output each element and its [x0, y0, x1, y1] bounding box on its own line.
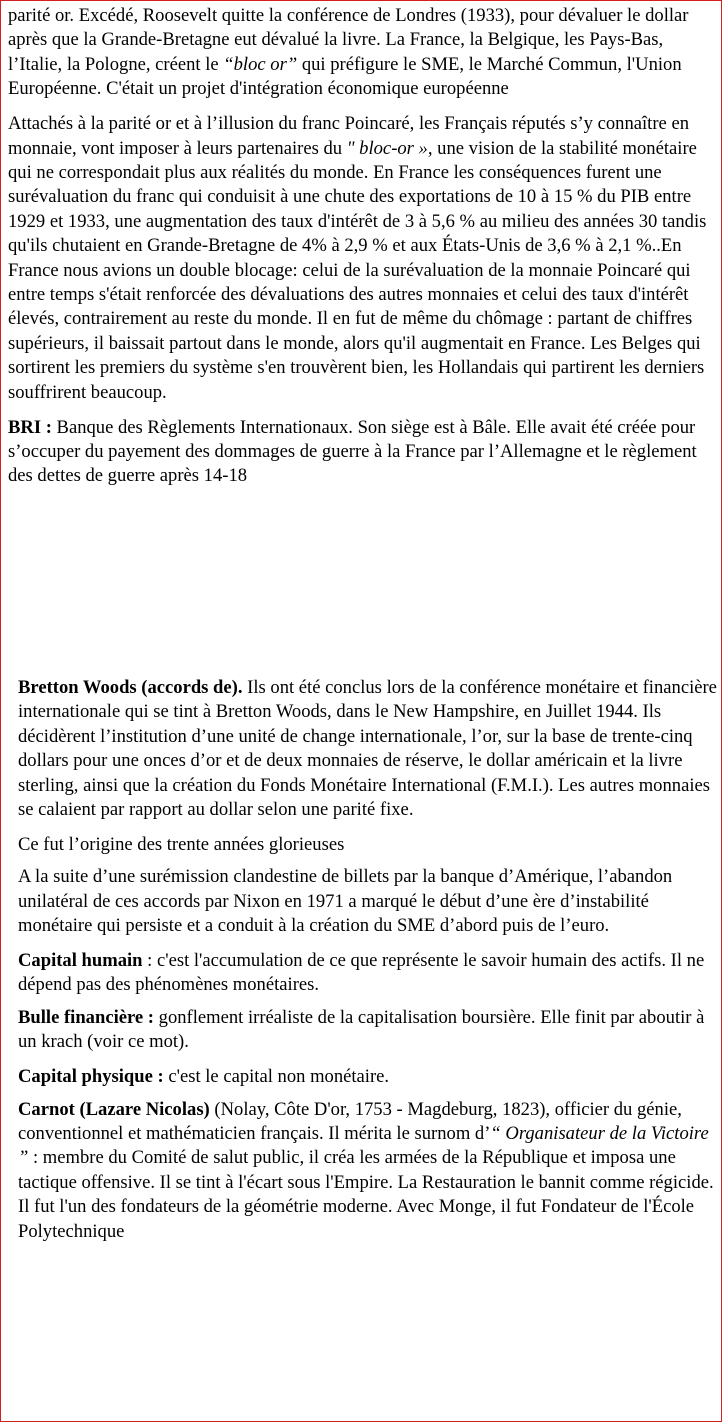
- paragraph-text: A la suite d’une surémission clandestine de billets par la banque d’Amérique, l’abandon unilatéral de ces accords par Nixon en 1971 a marqué le début d’une ère d’instabilité monétaire qui persiste et a conduit à la création du SME d’abord puis de l’euro.: [18, 866, 673, 937]
- paragraph-text: qui préfigure le SME, le Marché Commun, l'Union Européenne. C'était un projet d'intégration économique européenne: [8, 53, 682, 100]
- entry-bretton-woods: [18, 676, 718, 822]
- emphasis-carnot-nickname: “ Organisateur de la Victoire ”: [18, 1123, 709, 1169]
- entry-term: Carnot (Lazare Nicolas): [18, 1098, 210, 1120]
- entry-definition: (Nolay, Côte D'or, 1753 - Magdeburg, 1823), officier du génie, conventionnel et mathématicien français. Il mérita le surnom d’: [18, 1098, 682, 1144]
- entry-definition: c'est le capital non monétaire.: [163, 1066, 390, 1088]
- paragraph-nixon: [18, 865, 718, 938]
- paragraph-text: Ce fut l’origine des trente années glorieuses: [18, 833, 345, 855]
- entry-term: Bretton Woods (accords de).: [18, 677, 243, 698]
- entry-bri: [8, 416, 718, 489]
- entry-term: Capital humain: [18, 950, 143, 972]
- emphasis-bloc-or-quote: " bloc-or »,: [346, 137, 433, 159]
- paragraph-text: une vision de la stabilité monétaire qui ne correspondait plus aux réalités du monde. En France les conséquences furent une surévaluation du franc qui conduisit à une chute des exportations de 10 à 15 % du PIB entre 1929 et 1933, une augmentation des taux d'intérêt de 3 à 5,6 % au milieu des années 30 tandis qu'ils chutaient en Grande-Bretagne de 4% à 2,9 % et aux États-Unis de 3,6 % à 2,1 %..En France nous avions un double blocage: celui de la surévaluation de la monnaie Poincaré qui entre temps s'était renforcée des dévaluations des autres monnaies et celui des taux d'intérêt élevés, contrairement au reste du monde. Il en fut de même du chômage : partant de chiffres supérieurs, il baissait partout dans le monde, alors qu'il augmentait en France. Les Belges qui sortirent les premiers du système s'en trouvèrent bien, les Hollandais qui partirent les derniers souffrirent beaucoup.: [8, 137, 707, 403]
- paragraph-bloc-or: [8, 4, 718, 102]
- text-block-bottom: [18, 676, 718, 1255]
- entry-term: BRI :: [8, 416, 52, 438]
- entry-definition: : membre du Comité de salut public, il créa les armées de la République et imposa une tactique offensive. Il se tint à l'écart sous l'Empire. La Restauration le bannit comme régicide. Il fut l'un des fondateurs de la géométrie moderne. Avec Monge, il fut Fondateur de l'École Polytechnique: [18, 1147, 714, 1242]
- emphasis-bloc-or: “bloc or”: [223, 53, 298, 75]
- entry-definition: Ils ont été conclus lors de la conférence monétaire et financière internationale qui se tint à Bretton Woods, dans le New Hampshire, en Juillet 1944. Ils décidèrent l’institution d’une unité de change internationale, l’or, sur la base de trente-cinq dollars pour une onces d’or et de deux monnaies de réserve, le dollar américain et la livre sterling, ainsi que la création du Fonds Monétaire International (F.M.I.). Les autres monnaies se calaient par rapport au dollar selon une parité fixe.: [18, 677, 717, 821]
- paragraph-text: parité or. Excédé, Roosevelt quitte la conférence de Londres (1933), pour dévaluer le dollar après que la Grande-Bretagne eut dévalué la livre. La France, la Belgique, les Pays-Bas, l’Italie, la Pologne, créent le: [8, 5, 689, 75]
- entry-definition: Banque des Règlements Internationaux. Son siège est à Bâle. Elle avait été créée pour s’occuper du payement des dommages de guerre à la France par l’Allemagne et le règlement des dettes de guerre après 14-18: [8, 416, 697, 487]
- text-block-top: [8, 4, 718, 499]
- paragraph-text: Attachés à la parité or et à l’illusion du franc Poincaré, les Français réputés s’y connaître en monnaie, vont imposer à leurs partenaires du: [8, 113, 689, 159]
- entry-definition: : c'est l'accumulation de ce que représente le savoir humain des actifs. Il ne dépend pas des phénomènes monétaires.: [18, 950, 705, 996]
- entry-carnot: [18, 1098, 718, 1244]
- entry-term: Bulle financière :: [18, 1006, 154, 1028]
- entry-capital-physique: [18, 1065, 718, 1089]
- entry-term: Capital physique :: [18, 1066, 164, 1088]
- paragraph-trente-glorieuses: [18, 833, 718, 857]
- paragraph-franc-poincare: [8, 112, 718, 405]
- entry-definition: gonflement irréaliste de la capitalisation boursière. Elle finit par aboutir à un krach (voir ce mot).: [18, 1006, 705, 1053]
- entry-bulle-financiere: [18, 1006, 718, 1055]
- entry-capital-humain: [18, 949, 718, 998]
